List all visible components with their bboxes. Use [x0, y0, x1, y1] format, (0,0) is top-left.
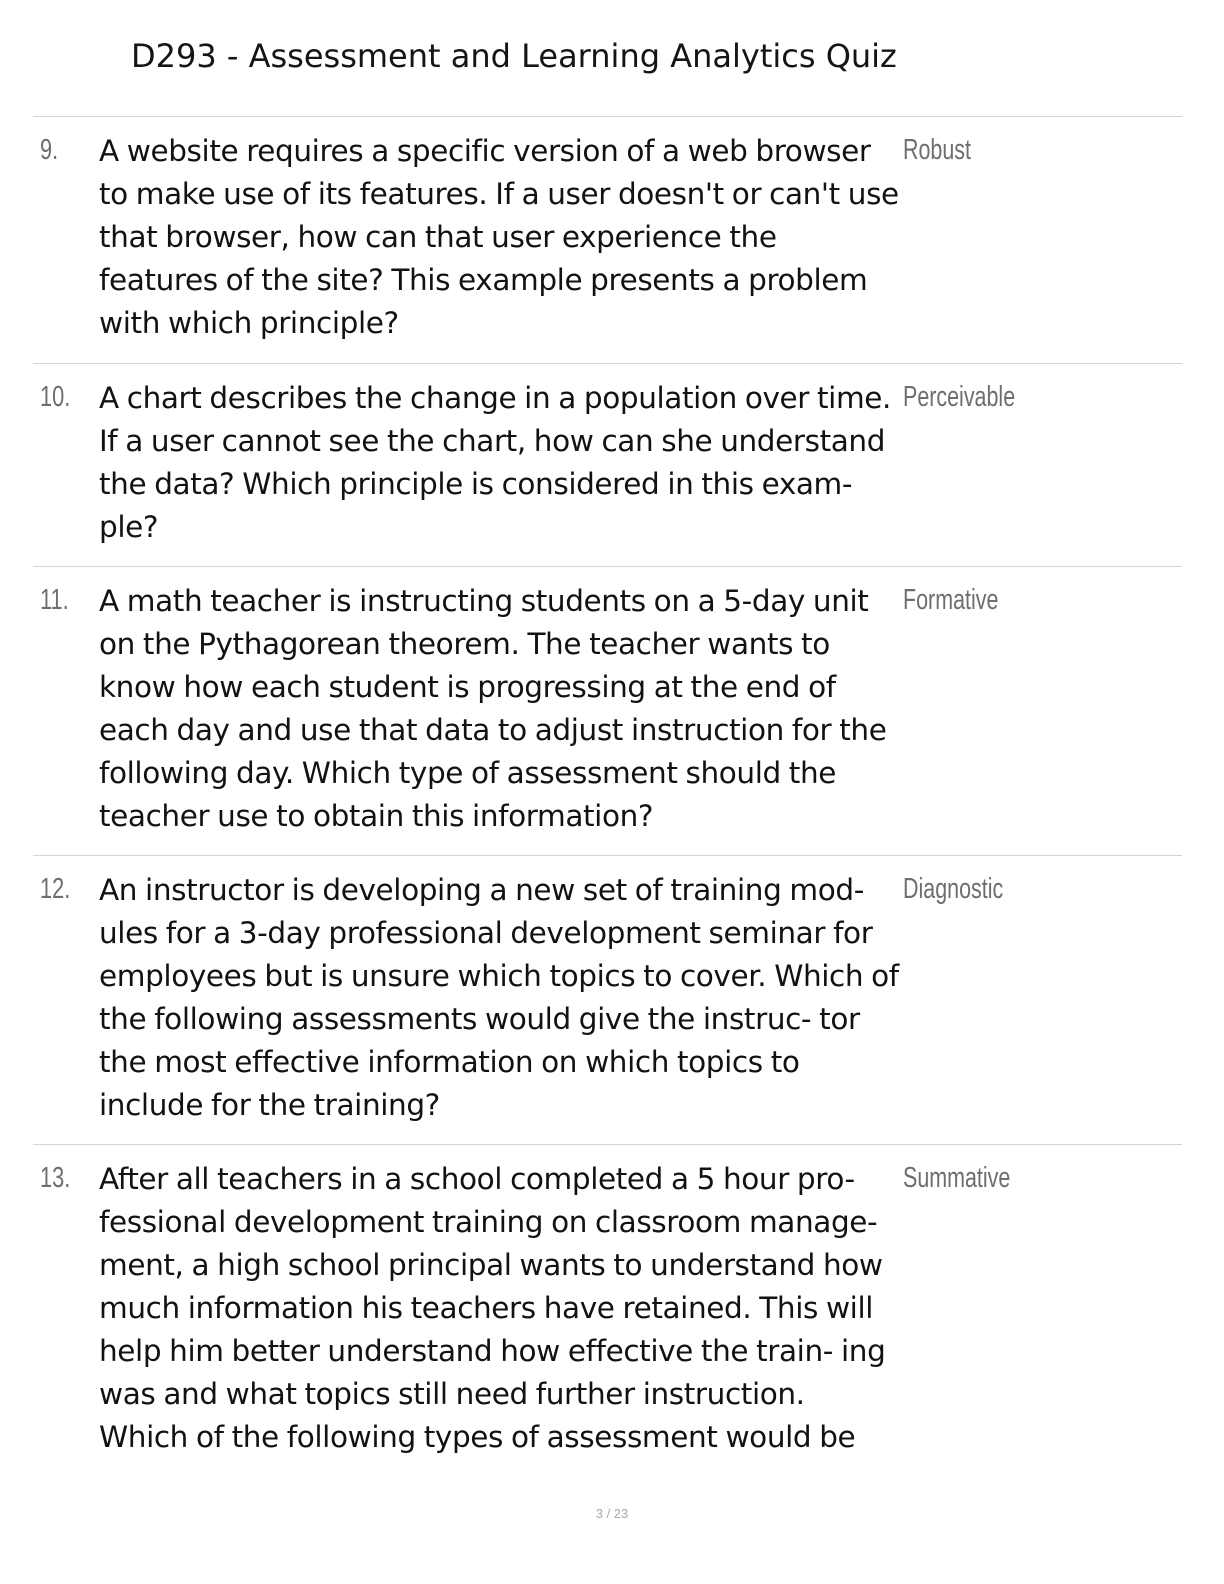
question-row-11	[33, 567, 1182, 856]
question-number: 13.	[40, 1162, 71, 1194]
page-number: 3 / 23	[595, 1506, 629, 1521]
question-number: 11.	[40, 584, 69, 616]
question-text: A chart describes the change in a population over time. If a user cannot see the chart, how can she understand the data? Which principle is considered in this exam- ple?	[99, 381, 892, 544]
question-number: 12.	[40, 873, 71, 905]
question-row-9	[33, 117, 1182, 364]
question-text: An instructor is developing a new set of training mod- ules for a 3-day professional development seminar for employees but is unsure which topics to cover. Which of the following assessments would give the instruc- tor the most effective information on which topics to include for the training?	[99, 873, 899, 1122]
question-text: A website requires a specific version of a web browser to make use of its features. If a user doesn't or can't use that browser, how can that user experience the features of the site? This example presents a problem with which principle?	[99, 134, 899, 340]
question-row-10	[33, 364, 1182, 567]
question-list	[33, 116, 1182, 1475]
question-row-13	[33, 1145, 1182, 1475]
question-row-12	[33, 856, 1182, 1145]
answer-text: Summative	[903, 1162, 1011, 1194]
question-text: A math teacher is instructing students on a 5-day unit on the Pythagorean theorem. The teacher wants to know how each student is progressing at the end of each day and use that data to adjust instruction for the following day. Which type of assessment should the teacher use to obtain this information?	[99, 584, 887, 833]
answer-text: Robust	[903, 134, 971, 166]
answer-text: Diagnostic	[903, 873, 1004, 905]
page-title: D293 - Assessment and Learning Analytics Quiz	[131, 37, 897, 75]
question-text: After all teachers in a school completed a 5 hour pro- fessional development training on classroom manage- ment, a high school principal wants to understand how much information his teachers have retained. This will help him better understand how effective the train- ing was and what topics still need further instruction. Which of the following types of assessment would be	[99, 1162, 886, 1454]
question-number: 10.	[40, 381, 71, 413]
answer-text: Perceivable	[903, 381, 1016, 413]
answer-text: Formative	[903, 584, 999, 616]
question-number: 9.	[40, 134, 59, 166]
